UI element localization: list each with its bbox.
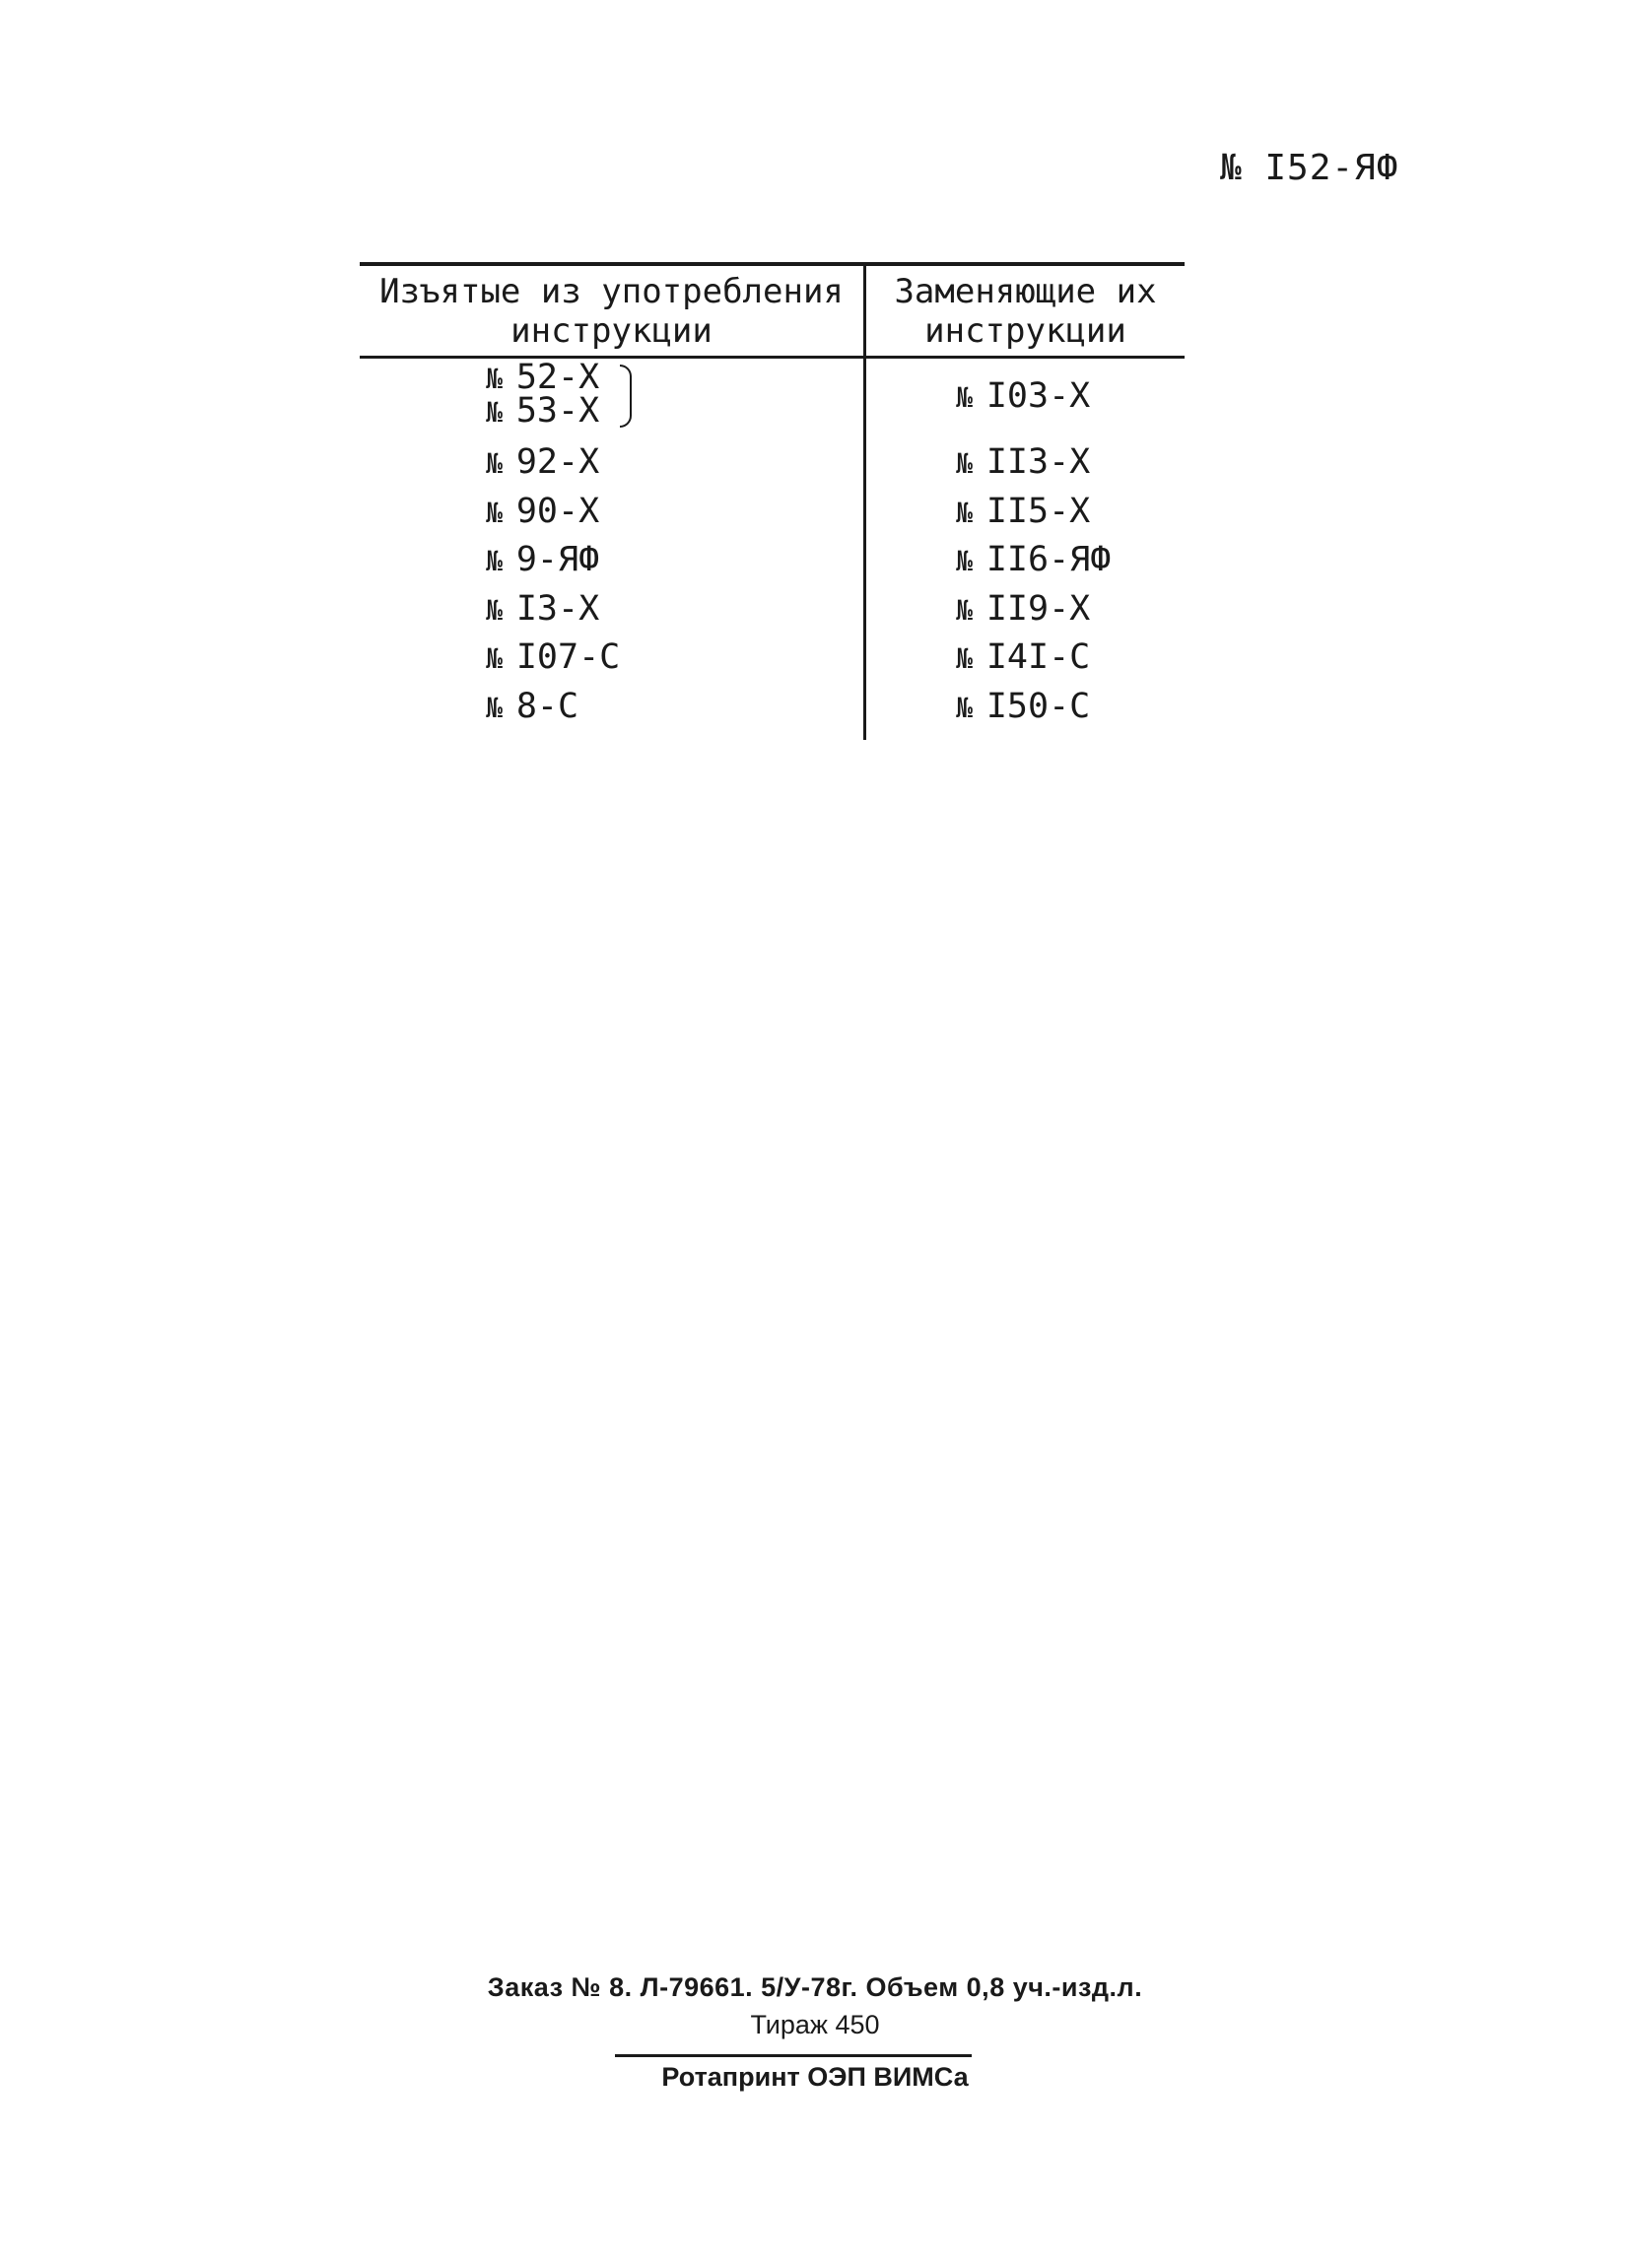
number-sign: №	[956, 545, 973, 577]
number-sign: №	[486, 447, 503, 480]
header-withdrawn-line-1: Изъятые из употребления	[379, 272, 844, 311]
number-sign: №	[956, 447, 973, 480]
number-sign: №	[486, 363, 503, 395]
replacing-code: II5-Х	[985, 492, 1091, 531]
replacing-item	[956, 442, 1090, 484]
withdrawn-code: 8-С	[515, 687, 579, 726]
withdrawn-code: 90-Х	[515, 492, 600, 531]
replacing-code: II9-Х	[985, 589, 1091, 629]
page-number: № I52-ЯФ	[1220, 148, 1399, 188]
imprint-run-line: Тираж 450	[750, 2010, 880, 2039]
withdrawn-item	[486, 442, 599, 484]
header-replacing-line-2: инструкции	[924, 311, 1126, 351]
replacing-code: II3-Х	[985, 442, 1091, 482]
replacing-item-group	[956, 376, 1090, 418]
replacing-code: I03-Х	[985, 376, 1091, 416]
withdrawn-code: 92-Х	[515, 442, 600, 482]
number-sign: №	[486, 497, 503, 529]
withdrawn-item	[486, 492, 599, 533]
number-sign: №	[486, 692, 503, 724]
withdrawn-code: I3-Х	[515, 589, 600, 629]
withdrawn-code: 52-Х	[515, 358, 600, 397]
withdrawn-item	[486, 589, 599, 631]
header-withdrawn	[360, 272, 863, 351]
replacing-item	[956, 637, 1090, 679]
withdrawn-item	[486, 687, 578, 728]
replacing-code: I50-С	[985, 687, 1091, 726]
replacing-code: II6-ЯФ	[985, 540, 1112, 579]
number-sign: №	[956, 381, 973, 414]
header-replacing-line-1: Заменяющие их	[894, 272, 1157, 311]
number-sign: №	[956, 497, 973, 529]
replacing-code: I4I-С	[985, 637, 1091, 677]
withdrawn-code: 53-Х	[515, 391, 600, 431]
grouping-brace	[620, 365, 632, 428]
number-sign: №	[486, 594, 503, 627]
replacing-item	[956, 540, 1111, 581]
table-header-rule	[360, 356, 1185, 359]
number-sign: №	[956, 692, 973, 724]
withdrawn-item	[486, 637, 620, 679]
number-sign: №	[486, 545, 503, 577]
replacement-table	[360, 262, 1185, 740]
withdrawn-item	[486, 540, 599, 581]
number-sign: №	[486, 396, 503, 429]
withdrawn-code: I07-С	[515, 637, 621, 677]
number-sign: №	[956, 594, 973, 627]
replacing-item	[956, 492, 1090, 533]
imprint-order-line: Заказ № 8. Л-79661. 5/У-78г. Объем 0,8 уч.-изд.л.	[487, 1972, 1143, 2002]
number-sign: №	[956, 642, 973, 675]
header-withdrawn-line-2: инструкции	[510, 311, 713, 351]
table-top-rule	[360, 262, 1185, 266]
imprint-press-line: Ротапринт ОЭП ВИМСа	[661, 2062, 969, 2092]
imprint-rule	[615, 2054, 972, 2057]
replacing-item	[956, 589, 1090, 631]
number-sign: №	[486, 642, 503, 675]
withdrawn-code: 9-ЯФ	[515, 540, 600, 579]
replacing-item	[956, 687, 1090, 728]
header-replacing	[866, 272, 1185, 351]
withdrawn-item-group-2	[486, 391, 600, 431]
